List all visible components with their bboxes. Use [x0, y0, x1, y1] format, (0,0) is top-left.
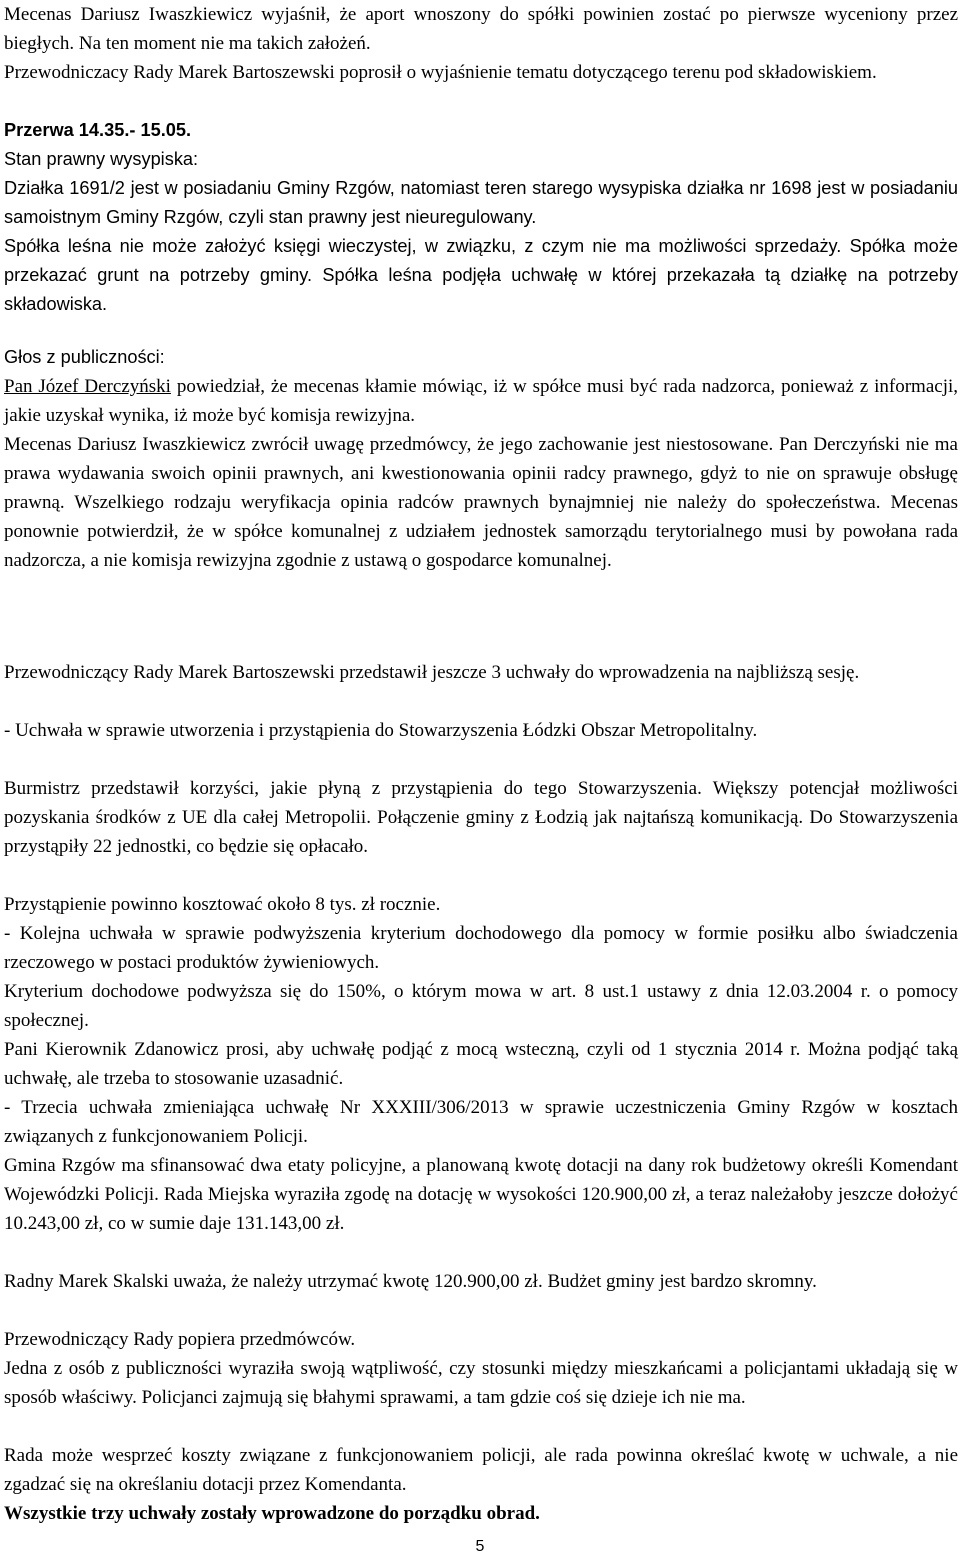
page-number: 5: [475, 1538, 485, 1555]
break-heading: Przerwa 14.35.- 15.05.: [4, 120, 192, 140]
legal-status-heading: Stan prawny wysypiska:: [4, 149, 199, 169]
public-voice-heading: Głos z publiczności:: [4, 347, 165, 367]
paragraph-retroactive: Pani Kierownik Zdanowicz prosi, aby uchwałę podjąć z mocą wsteczną, czyli od 1 stycznia 2014 r. Można podjąć taką uchwałę, ale trzeba to stosowanie uzasadnić.: [4, 1039, 958, 1089]
paragraph-income-criterion: Kryterium dochodowe podwyższa się do 150%, o którym mowa w art. 8 ust.1 ustawy z dnia 12.03.2004 r. o pomocy społecznej.: [4, 981, 958, 1031]
paragraph-conclusion: Wszystkie trzy uchwały zostały wprowadzone do porządku obrad.: [4, 1503, 540, 1524]
paragraph-derczynski-text: powiedział, że mecenas kłamie mówiąc, iż w spółce musi być rada nadzorca, ponieważ z informacji, jakie uzyskał wynika, iż może być komisja rewizyjna.: [4, 376, 958, 426]
paragraph-skalski: Radny Marek Skalski uważa, że należy utrzymać kwotę 120.900,00 zł. Budżet gminy jest bardzo skromny.: [4, 1271, 817, 1292]
paragraph-lawyer-response: Mecenas Dariusz Iwaszkiewicz zwrócił uwagę przedmówcy, że jego zachowanie jest niestosowane. Pan Derczyński nie ma prawa wydawania swoich opinii prawnych, ani kwestionowania opinii radcy prawnego, gdyż to nie on sprawuje obsługę prawną. Wszelkiego rodzaju weryfikacja opinia radców prawnych bynajmniej nie należy do społeczeństwa. Mecenas ponownie potwierdził, że w spółce komunalnej z udziałem jednostek samorządu terytorialnego musi by powołana rada nadzorcza, a nie komisja rewizyjna zgodnie z ustawą o gospodarce komunalnej.: [4, 434, 958, 571]
paragraph-plot-status: Działka 1691/2 jest w posiadaniu Gminy Rzgów, natomiast teren starego wysypiska działka nr 1698 jest w posiadaniu samoistnym Gminy Rzgów, czyli stan prawny jest nieuregulowany.: [4, 178, 958, 227]
paragraph-aport: Mecenas Dariusz Iwaszkiewicz wyjaśnił, że aport wnoszony do spółki powinien zostać po pierwsze wyceniony przez biegłych. Na ten moment nie ma takich założeń.: [4, 4, 958, 54]
paragraph-public-doubt: Jedna z osób z publiczności wyraziła swoją wątpliwość, czy stosunki między mieszkańcami a policjantami układają się w sposób właściwy. Policjanci zajmują się błahymi sprawami, a tam gdzie coś się dzieje ich nie ma.: [4, 1358, 958, 1408]
paragraph-three-resolutions: Przewodniczący Rady Marek Bartoszewski przedstawił jeszcze 3 uchwały do wprowadzenia na najbliższą sesję.: [4, 662, 860, 683]
paragraph-chair-support: Przewodniczący Rady popiera przedmówców.: [4, 1329, 356, 1350]
paragraph-mayor-benefits: Burmistrz przedstawił korzyści, jakie płyną z przystąpienia do tego Stowarzyszenia. Większy potencjał możliwości pozyskania środków z UE dla całej Metropolii. Połączenie gminy z Łodzią jak najtańszą komunikacją. Do Stowarzyszenia przystąpiły 22 jednostki, co będzie się opłacało.: [4, 778, 958, 857]
paragraph-resolution-income: - Kolejna uchwała w sprawie podwyższenia kryterium dochodowego dla pomocy w formie posiłku albo świadczenia rzeczowego w postaci produktów żywieniowych.: [4, 923, 958, 973]
paragraph-derczynski: [4, 372, 958, 430]
paragraph-resolution-metro: - Uchwała w sprawie utworzenia i przystąpienia do Stowarzyszenia Łódzki Obszar Metropolitalny.: [4, 720, 758, 741]
paragraph-council-support: Rada może wesprzeć koszty związane z funkcjonowaniem policji, ale rada powinna określać kwotę w uchwale, a nie zgadzać się na określaniu dotacji przez Komendanta.: [4, 1445, 958, 1495]
paragraph-police-funding: Gmina Rzgów ma sfinansować dwa etaty policyjne, a planowaną kwotę dotacji na dany rok budżetowy określi Komendant Wojewódzki Policji. Rada Miejska wyraziła zgodę na dotację w wysokości 120.900,00 zł, a teraz należałoby jeszcze dołożyć 10.243,00 zł, co w sumie daje 131.143,00 zł.: [4, 1155, 958, 1234]
paragraph-resolution-police: - Trzecia uchwała zmieniająca uchwałę Nr XXXIII/306/2013 w sprawie uczestniczenia Gminy Rzgów w kosztach związanych z funkcjonowaniem Policji.: [4, 1097, 958, 1147]
paragraph-cost: Przystąpienie powinno kosztować około 8 tys. zł rocznie.: [4, 894, 441, 915]
speaker-name: Pan Józef Derczyński: [4, 376, 171, 397]
paragraph-chairman-request: Przewodniczacy Rady Marek Bartoszewski poprosił o wyjaśnienie tematu dotyczącego terenu pod składowiskiem.: [4, 62, 877, 83]
paragraph-forest-company: Spółka leśna nie może założyć księgi wieczystej, w związku, z czym nie ma możliwości sprzedaży. Spółka może przekazać grunt na potrzeby gminy. Spółka leśna podjęła uchwałę w której przekazała tą działkę na potrzeby składowiska.: [4, 236, 958, 314]
